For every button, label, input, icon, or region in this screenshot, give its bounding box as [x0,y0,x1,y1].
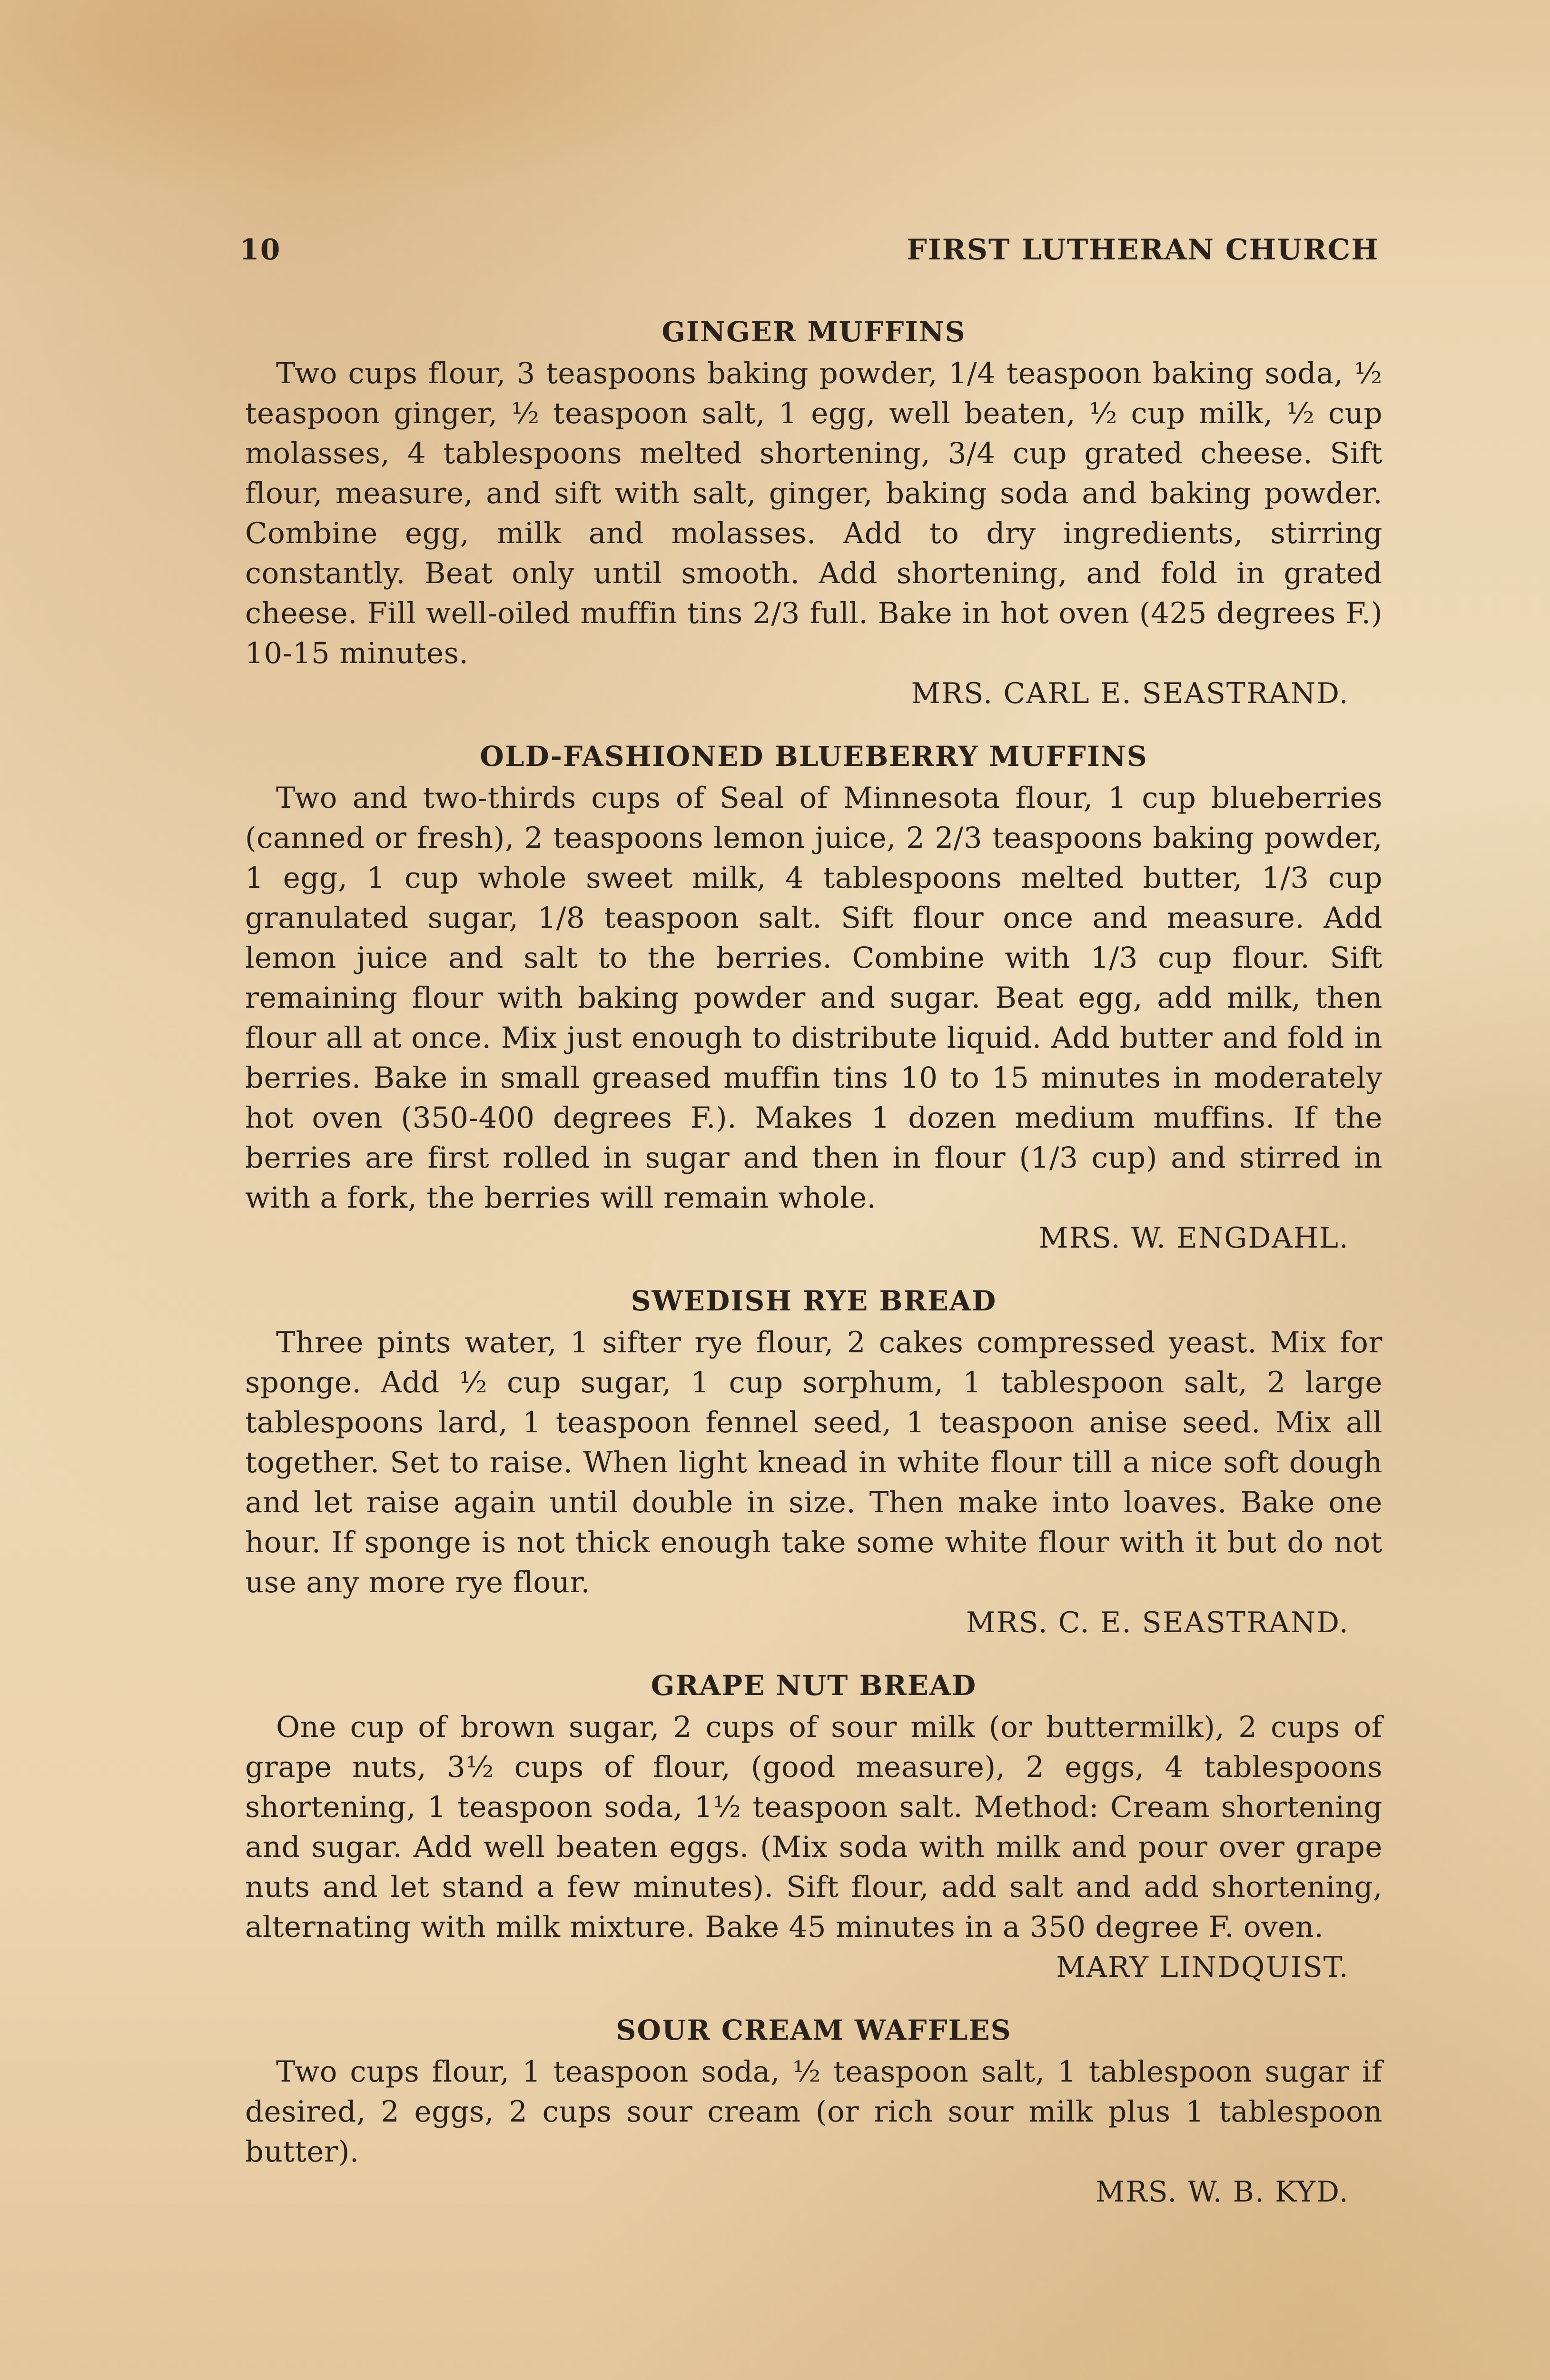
recipe-author: MRS. W. B. KYD. [1095,2175,1349,2209]
recipe-grape-nut-bread [245,1666,1382,1987]
recipe-author: MRS. W. ENGDAHL. [1039,1221,1349,1255]
recipe-sour-cream-waffles [245,2010,1382,2212]
recipe-author: MRS. C. E. SEASTRAND. [966,1606,1349,1639]
recipe-title: SWEDISH RYE BREAD [631,1285,997,1317]
recipe-title: SOUR CREAM WAFFLES [616,2014,1012,2046]
recipes-content [245,312,1382,2235]
recipe-text: Three pints water, 1 sifter rye flour, 2 cakes compressed yeast. Mix for sponge. Add ½ cup sugar, 1 cup sorphum, 1 tablespoon salt, 2 large tablespoons lard, 1 teaspoon fennel seed, 1 teaspoon anise seed. Mix all together. Set to raise. When light knead in white flour till a nice soft dough and let raise again until double in size. Then make into loaves. Bake one hour. If sponge is not thick enough take some white flour with it but do not use any more rye flour. [245,1326,1382,1599]
recipe-title: OLD-FASHIONED BLUEBERRY MUFFINS [480,740,1148,773]
recipe-blueberry-muffins [245,736,1382,1258]
recipe-author: MARY LINDQUIST. [1056,1951,1349,1984]
recipe-swedish-rye-bread [245,1281,1382,1643]
running-head: FIRST LUTHERAN CHURCH [907,233,1379,267]
recipe-ginger-muffins [245,312,1382,714]
recipe-author: MRS. CARL E. SEASTRAND. [911,677,1349,710]
recipe-text: Two cups flour, 1 teaspoon soda, ½ teaspoon salt, 1 tablespoon sugar if desired, 2 eggs, 2 cups sour cream (or rich sour milk plus 1 tablespoon butter). [245,2055,1382,2169]
recipe-text: Two cups flour, 3 teaspoons baking powder, 1/4 teaspoon baking soda, ½ teaspoon ginger, ½ teaspoon salt, 1 egg, well beaten, ½ cup milk, ½ cup molasses, 4 tablespoons melted shortening, 3/4 cup grated cheese. Sift flour, measure, and sift with salt, ginger, baking soda and baking powder. Combine egg, milk and molasses. Add to dry ingredients, stirring constantly. Beat only until smooth. Add shortening, and fold in grated cheese. Fill well-oiled muffin tins 2/3 full. Bake in hot oven (425 degrees F.) 10-15 minutes. [245,357,1382,670]
page-number: 10 [239,233,281,267]
recipe-text: One cup of brown sugar, 2 cups of sour milk (or buttermilk), 2 cups of grape nuts, 3½ cups of flour, (good measure), 2 eggs, 4 tablespoons shortening, 1 teaspoon soda, 1½ teaspoon salt. Method: Cream shortening and sugar. Add well beaten eggs. (Mix soda with milk and pour over grape nuts and let stand a few minutes). Sift flour, add salt and add shortening, alternating with milk mixture. Bake 45 minutes in a 350 degree F. oven. [245,1710,1382,1944]
recipe-text: Two and two-thirds cups of Seal of Minnesota flour, 1 cup blueberries (canned or fresh), 2 teaspoons lemon juice, 2 2/3 teaspoons baking powder, 1 egg, 1 cup whole sweet milk, 4 tablespoons melted butter, 1/3 cup granulated sugar, 1/8 teaspoon salt. Sift flour once and measure. Add lemon juice and salt to the berries. Combine with 1/3 cup flour. Sift remaining flour with baking powder and sugar. Beat egg, add milk, then flour all at once. Mix just enough to distribute liquid. Add butter and fold in berries. Bake in small greased muffin tins 10 to 15 minutes in moderately hot oven (350-400 degrees F.). Makes 1 dozen medium muffins. If the berries are first rolled in sugar and then in flour (1/3 cup) and stirred in with a fork, the berries will remain whole. [245,781,1382,1215]
recipe-title: GRAPE NUT BREAD [651,1669,977,1702]
page-header [239,233,1379,276]
recipe-title: GINGER MUFFINS [661,316,966,348]
water-stain [0,0,809,200]
